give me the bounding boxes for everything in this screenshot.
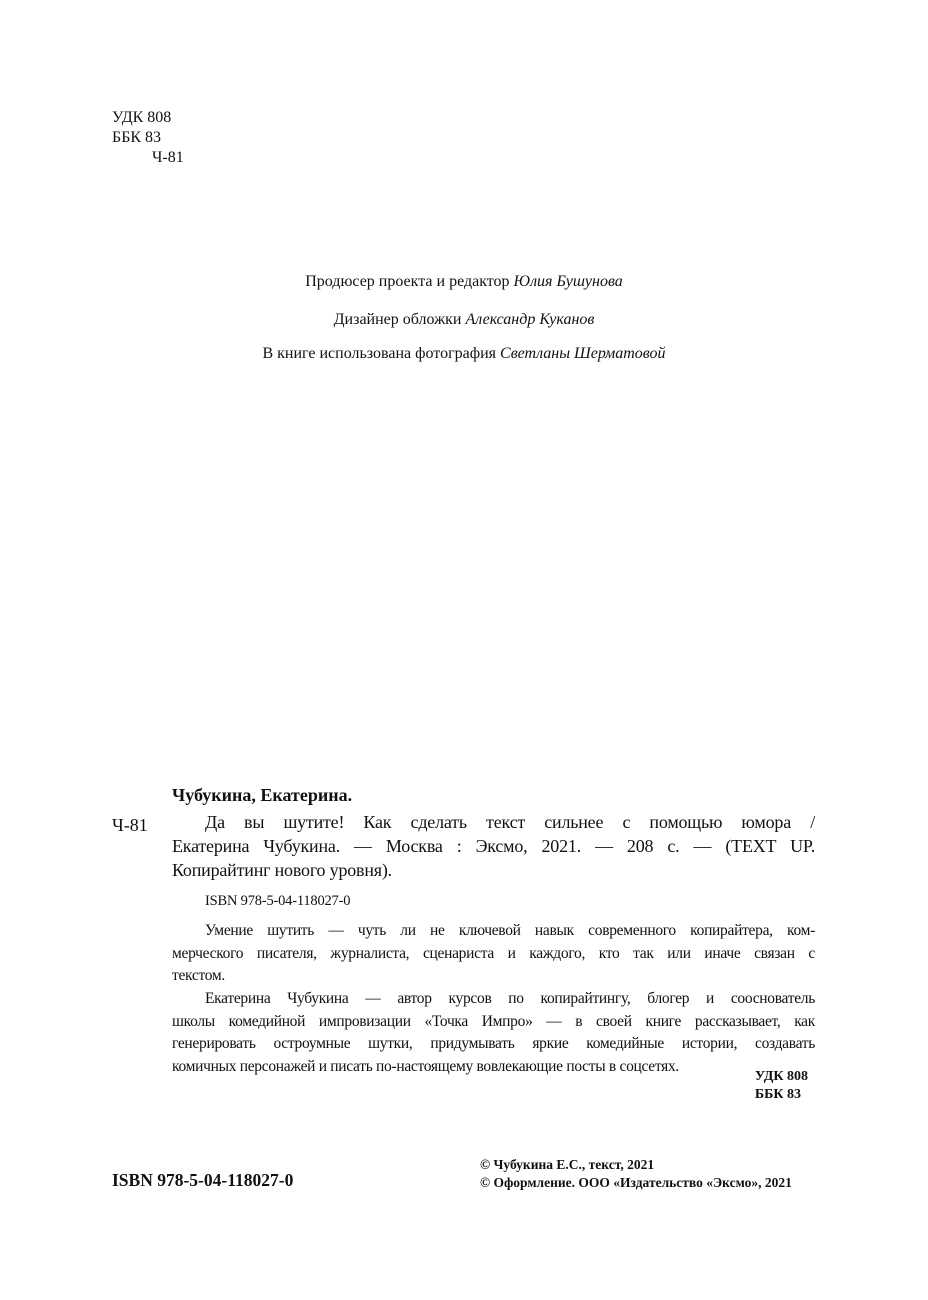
- copyright-design: © Оформление. ООО «Издательство «Эксмо», 2021: [480, 1175, 792, 1190]
- credit-role: Дизайнер обложки: [333, 311, 462, 328]
- abstract-line: текстом.: [172, 967, 225, 985]
- author-mark: Ч-81: [152, 149, 184, 166]
- abstract-udk: УДК 808: [754, 1069, 808, 1084]
- classification-block: [112, 108, 184, 168]
- copyright-text: © Чубукина Е.С., текст, 2021: [480, 1157, 655, 1172]
- footer-isbn: ISBN 978-5-04-118027-0: [112, 1170, 294, 1190]
- copyright-block: [480, 1156, 792, 1192]
- abstract-line: Екатерина Чубукина — автор курсов по копирайтингу, блогер и сооснователь: [205, 990, 815, 1007]
- credit-role: В книге использована фотография: [262, 345, 497, 362]
- description-line: Екатерина Чубукина. — Москва : Эксмо, 2021. — 208 с. — (TEXT UP.: [172, 836, 815, 856]
- credit-name: Юлия Бушунова: [513, 273, 623, 290]
- description-line: Да вы шутите! Как сделать текст сильнее с помощью юмора /: [205, 812, 815, 832]
- abstract-line: мерческого писателя, журналиста, сценариста и каждого, кто так или иначе связан с: [172, 944, 815, 962]
- credit-producer: [0, 273, 928, 291]
- credit-cover-designer: [0, 311, 928, 329]
- credit-photo: [0, 345, 928, 363]
- abstract-paragraph-1: [172, 920, 815, 988]
- abstract-line: комичных персонажей и писать по-настоящему вовлекающие посты в соцсетях.: [172, 1057, 679, 1075]
- abstract-line: Умение шутить — чуть ли не ключевой навык современного копирайтера, ком-: [205, 922, 815, 939]
- bbk-code: ББК 83: [112, 129, 162, 146]
- abstract-bbk: ББК 83: [754, 1087, 802, 1102]
- description-line: Копирайтинг нового уровня).: [172, 860, 392, 880]
- abstract-line: школы комедийной импровизации «Точка Импро» — в своей книге рассказывает, как: [172, 1012, 815, 1030]
- abstract-line: генерировать остроумные шутки, придумывать яркие комедийные истории, создавать: [172, 1035, 815, 1053]
- abstract-classification: [755, 1068, 808, 1104]
- abstract-paragraph-2: [172, 988, 815, 1078]
- credit-name: Светланы Шерматовой: [500, 345, 666, 362]
- author-heading: Чубукина, Екатерина.: [172, 785, 353, 805]
- credit-name: Александр Куканов: [465, 311, 595, 328]
- udk-code: УДК 808: [112, 109, 172, 126]
- catalog-isbn: ISBN 978-5-04-118027-0: [205, 893, 351, 909]
- catalog-author-mark: Ч-81: [112, 815, 148, 835]
- credit-role: Продюсер проекта и редактор: [305, 273, 510, 290]
- catalog-description: [172, 810, 815, 882]
